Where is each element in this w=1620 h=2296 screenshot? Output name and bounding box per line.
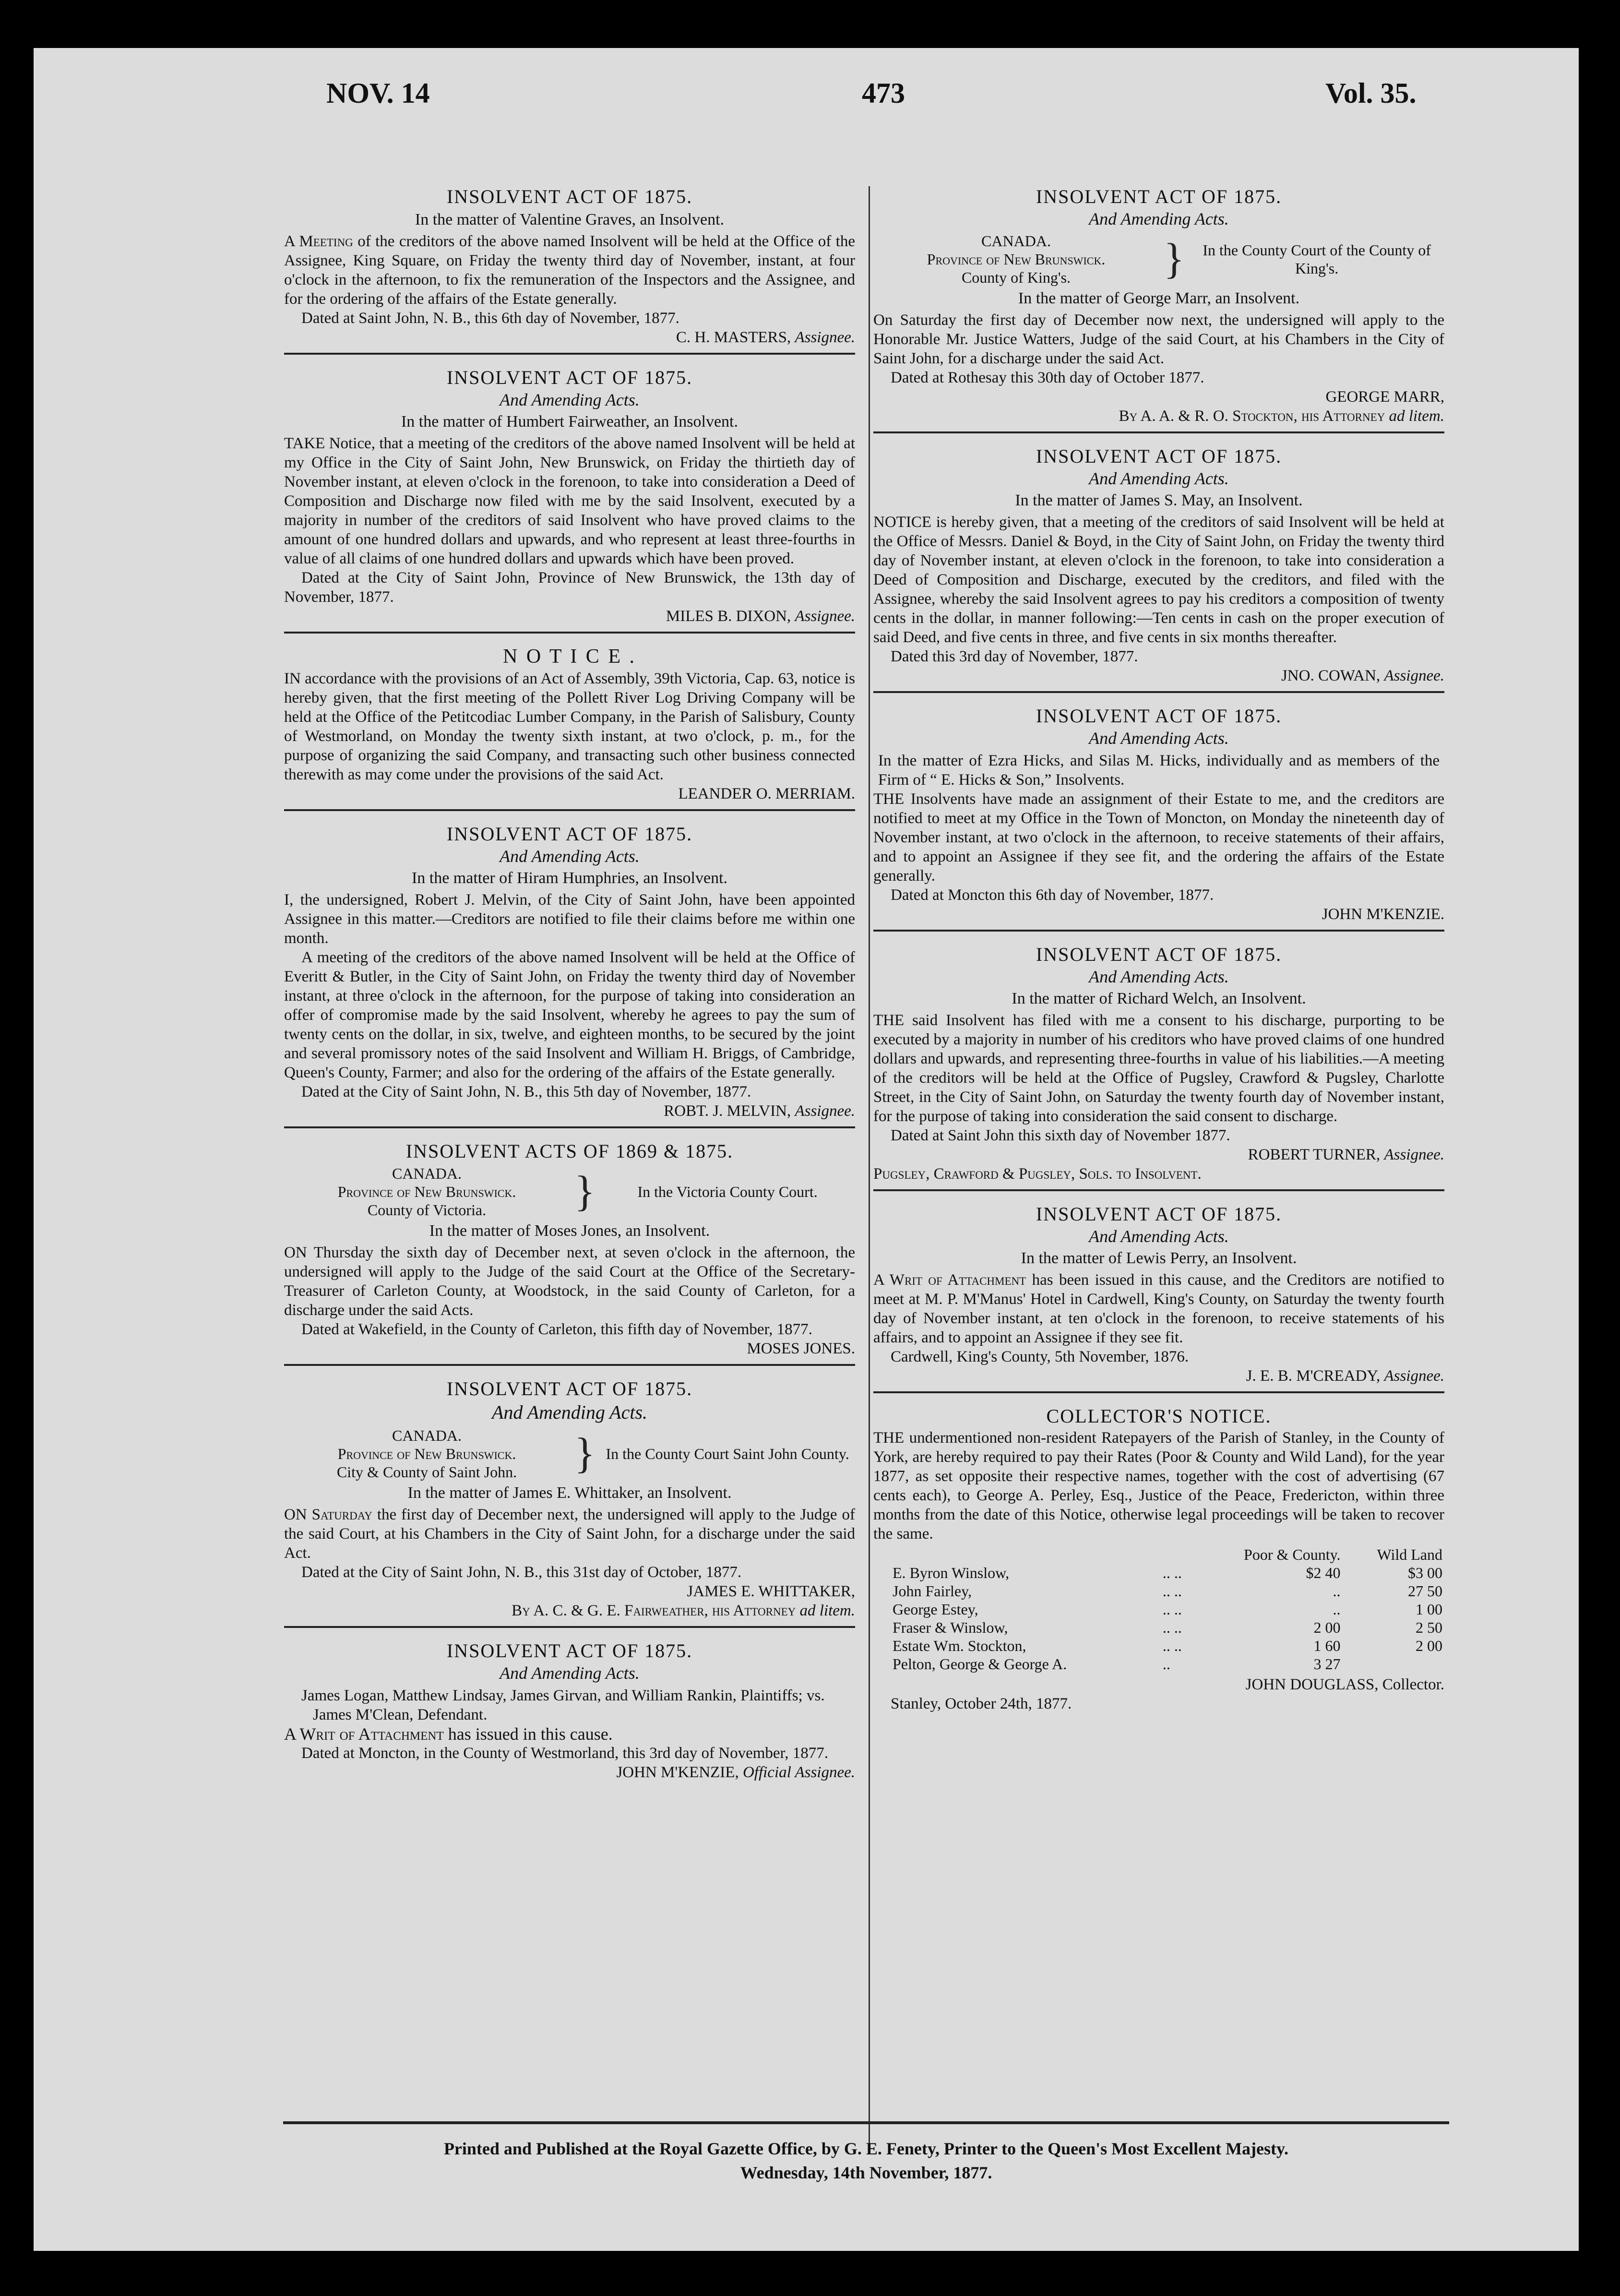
notice-matter: In the matter of Valentine Graves, an Insolvent. xyxy=(415,211,725,228)
notice-hicks xyxy=(873,701,1444,932)
notice-subtitle: And Amending Acts. xyxy=(1089,469,1229,488)
notice-lead: A Meeting xyxy=(284,233,353,250)
notice-body: IN accordance with the provisions of an Act of Assembly, 39th Victoria, Cap. 63, notice is hereby given, that the first meeting of the Pollett River Log Driving Company will be held at the Office of the Petitcodiac Lumber Company, in the Parish of Salisbury, County of Westmorland, on Monday the twenty sixth instant, at two o'clock, p. m., for the purpose of organizing the said Company, and transacting such other business connected therewith as may come under the provisions of the said Act. xyxy=(284,670,855,783)
notice-dated: Cardwell, King's County, 5th November, 1876. xyxy=(891,1348,1189,1365)
notice-body: THE Insolvents have made an assignment of their Estate to me, and the creditors are notified to meet at my Office in the Town of Moncton, on Monday the nineteenth day of November instant, at two o'clock in the afternoon, to receive statements of their affairs, and to appoint an Assignee if they see fit, and the ordering the affairs of the Estate generally. xyxy=(873,790,1444,885)
notice-dated: Dated at Moncton, in the County of Westmorland, this 3rd day of November, 1877. xyxy=(301,1745,828,1762)
notice-hiram-humphries xyxy=(284,819,855,1128)
wild-land-amount xyxy=(1343,1655,1444,1673)
wild-land-amount: 27 50 xyxy=(1408,1582,1442,1600)
notice-title: INSOLVENT ACT OF 1875. xyxy=(446,186,693,207)
court-name: In the County Court Saint John County. xyxy=(606,1445,849,1462)
notice-title: INSOLVENT ACT OF 1875. xyxy=(1036,1203,1282,1225)
notice-matter: In the matter of Moses Jones, an Insolvent. xyxy=(429,1222,710,1240)
notice-body: the first day of December next, the undersigned will apply to the Judge of the said Court, at his Chambers in the City of Saint John, for a discharge under the said Act. xyxy=(284,1506,855,1562)
notice-subtitle: And Amending Acts. xyxy=(1089,209,1229,228)
table-row xyxy=(873,1564,1444,1582)
wild-land-amount: 1 00 xyxy=(1416,1601,1442,1618)
notice-title: N O T I C E . xyxy=(503,646,636,668)
notice-subtitle: And Amending Acts. xyxy=(500,847,640,866)
notice-ad-litem: ad litem. xyxy=(799,1602,855,1619)
notice-subtitle: And Amending Acts. xyxy=(1089,1227,1229,1246)
court-county: City & County of Saint John. xyxy=(336,1463,517,1481)
ratepayer-name: Pelton, George & George A. xyxy=(893,1655,1067,1673)
court-country: CANADA. xyxy=(981,232,1051,250)
footer-date: Wednesday, 14th November, 1877. xyxy=(740,2163,992,2182)
notice-matter: In the matter of James E. Whittaker, an Insolvent. xyxy=(407,1484,732,1502)
notice-signature: ROBT. J. MELVIN, xyxy=(664,1102,791,1120)
leader-dots: .. .. xyxy=(1162,1619,1182,1636)
court-country: CANADA. xyxy=(392,1165,462,1182)
notice-dated: Dated at Saint John, N. B., this 6th day of November, 1877. xyxy=(301,310,679,327)
notice-matter: In the matter of Richard Welch, an Insolvent. xyxy=(1012,990,1306,1007)
notice-dated: Dated at Wakefield, in the County of Carleton, this fifth day of November, 1877. xyxy=(301,1321,812,1338)
notice-defendant: James M'Clean, Defendant. xyxy=(313,1706,488,1723)
notice-subtitle: And Amending Acts. xyxy=(500,390,640,409)
ratepayer-name: John Fairley, xyxy=(893,1582,972,1600)
poor-county-amount: 2 00 xyxy=(1313,1619,1341,1636)
notice-james-mcclean xyxy=(284,1636,855,1788)
court-province: Province of New Brunswick. xyxy=(337,1445,516,1462)
notice-dated: Dated this 3rd day of November, 1877. xyxy=(891,648,1138,665)
leader-dots: .. .. xyxy=(1162,1637,1182,1654)
notice-title: INSOLVENT ACT OF 1875. xyxy=(446,823,693,845)
column-divider xyxy=(869,186,870,2144)
table-row xyxy=(873,1637,1444,1655)
brace-glyph: } xyxy=(574,1168,596,1215)
notice-title: INSOLVENT ACT OF 1875. xyxy=(1036,705,1282,727)
notice-body: has been issued in this cause, and the Creditors are notified to meet at M. P. M'Manus' Hotel in Cardwell, King's County, on Saturday the twenty fourth day of November instant, at ten o'clock in the forenoon, to receive statements of his affairs, and to appoint an Assignee if they see fit. xyxy=(873,1271,1445,1346)
court-country: CANADA. xyxy=(392,1427,462,1444)
notice-role: Assignee. xyxy=(795,1102,855,1120)
poor-county-amount: 3 27 xyxy=(1313,1655,1341,1673)
notice-attorney: By A. C. & G. E. Fairweather, his Attorney xyxy=(512,1602,796,1619)
notice-matter: In the matter of Humbert Fairweather, an Insolvent. xyxy=(401,413,738,430)
notice-matter: In the matter of James S. May, an Insolvent. xyxy=(1015,491,1303,509)
notice-dated: Dated at the City of Saint John, N. B., this 31st day of October, 1877. xyxy=(301,1564,742,1581)
notice-role: Assignee. xyxy=(1384,1146,1444,1163)
leader-dots: .. xyxy=(1162,1655,1170,1673)
notice-parties: James Logan, Matthew Lindsay, James Girvan, and William Rankin, Plaintiffs; vs. xyxy=(301,1687,825,1704)
ratepayer-name: Fraser & Winslow, xyxy=(893,1619,1008,1636)
notice-james-may xyxy=(873,441,1444,693)
notice-matter: In the matter of Lewis Perry, an Insolvent. xyxy=(1021,1249,1297,1267)
notice-dated: Dated at Rothesay this 30th day of October 1877. xyxy=(891,369,1204,386)
wild-land-amount: 2 50 xyxy=(1416,1619,1442,1636)
notice-moses-jones xyxy=(284,1136,855,1366)
notice-richard-welch xyxy=(873,939,1444,1191)
notice-lead: ON Saturday xyxy=(284,1506,372,1523)
notice-body: NOTICE is hereby given, that a meeting of the creditors of said Insolvent will be held at the Office of Messrs. Daniel & Boyd, in the City of Saint John, on Friday the twenty third day of November instant, at eleven o'clock in the forenoon, to take into consideration a Deed of Composition and Discharge, executed by the creditors, and filed with the Assignee, whereby the said Insolvent agrees to pay his creditors a composition of twenty cents in the dollar, in manner following:—Ten cents in cash on the proper execution of said Deed, and five cents in three, and five cents in six months thereafter. xyxy=(873,514,1444,646)
brace-glyph: } xyxy=(1164,235,1185,283)
notice-subtitle: And Amending Acts. xyxy=(1089,967,1229,986)
court-heading xyxy=(873,232,1444,287)
notice-title: INSOLVENT ACT OF 1875. xyxy=(446,367,693,388)
rates-table-header xyxy=(873,1545,1444,1564)
notice-signature: JAMES E. WHITTAKER, xyxy=(687,1583,855,1600)
notice-matter: In the matter of George Marr, an Insolvent. xyxy=(1018,289,1300,307)
notice-body: of the creditors of the above named Insolvent will be held at the Office of the Assignee, King Square, on Friday the twenty third day of November, instant, at four o'clock in the afternoon, to fix the remuneration of the Inspectors and the Assignee, and for the ordering of the affairs of the Estate generally. xyxy=(284,233,855,308)
ratepayer-name: George Estey, xyxy=(893,1601,978,1618)
notice-signature: MOSES JONES. xyxy=(747,1340,855,1357)
notice-pollett-river xyxy=(284,641,855,811)
notice-body: TAKE Notice, that a meeting of the creditors of the above named Insolvent will be held at my Office in the City of Saint John, New Brunswick, on Friday the thirtieth day of November instant, at eleven o'clock in the forenoon, to take into consideration a Deed of Composition and Discharge now filed with me by the said Insolvent, executed by a majority in number of the creditors of said Insolvent who have proved claims to the amount of one hundred dollars and upwards, and who represent at least three-fourths in value of all claims of one hundred dollars and upwards which have been proved. xyxy=(284,435,855,567)
header-page-number: 473 xyxy=(862,77,905,109)
table-row xyxy=(873,1600,1444,1618)
table-row xyxy=(873,1618,1444,1637)
notice-signature: JNO. COWAN, xyxy=(1281,667,1381,684)
notice-dated: Dated at the City of Saint John, N. B., this 5th day of November, 1877. xyxy=(301,1083,751,1100)
court-name: In the County Court of the County of King's. xyxy=(1203,241,1431,277)
notice-ad-litem: ad litem. xyxy=(1389,407,1444,425)
notice-title: INSOLVENT ACTS OF 1869 & 1875. xyxy=(405,1140,734,1162)
court-heading xyxy=(284,1164,855,1219)
poor-county-amount: $2 40 xyxy=(1306,1564,1341,1581)
ratepayer-name: Estate Wm. Stockton, xyxy=(893,1637,1026,1654)
notice-role: Assignee. xyxy=(795,329,855,346)
notice-george-marr xyxy=(873,181,1444,433)
notice-signature: MILES B. DIXON, xyxy=(666,608,791,625)
leader-dots: .. .. xyxy=(1162,1564,1182,1581)
notice-body: ON Thursday the sixth day of December next, at seven o'clock in the afternoon, the undersigned will apply to the Judge of the said Court at the Office of the Secretary-Treasurer of Carleton County, at Woodstock, in the said County of Carleton, for a discharge under the said Acts. xyxy=(284,1244,855,1319)
notice-dated: Dated at the City of Saint John, Province of New Brunswick, the 13th day of November, 1877. xyxy=(284,569,855,606)
notice-signature: LEANDER O. MERRIAM. xyxy=(678,785,855,802)
notice-matter: In the matter of Ezra Hicks, and Silas M. Hicks, individually and as members of the Firm of “ E. Hicks & Son,” Insolvents. xyxy=(878,752,1440,789)
notice-signature: JOHN DOUGLASS, Collector. xyxy=(1245,1676,1444,1693)
notice-attorney: By A. A. & R. O. Stockton, his Attorney xyxy=(1119,407,1385,425)
table-row xyxy=(873,1582,1444,1600)
notice-title: INSOLVENT ACT OF 1875. xyxy=(446,1640,693,1662)
footer-imprint: Printed and Published at the Royal Gazette Office, by G. E. Fenety, Printer to the Queen's Most Excellent Majesty. xyxy=(443,2139,1289,2158)
table-row xyxy=(873,1655,1444,1673)
brace-glyph: } xyxy=(574,1430,596,1477)
notice-title: INSOLVENT ACT OF 1875. xyxy=(1036,445,1282,467)
poor-county-amount: .. xyxy=(1333,1582,1341,1600)
poor-county-amount: 1 60 xyxy=(1313,1637,1341,1654)
wild-land-amount: $3 00 xyxy=(1408,1564,1442,1581)
notice-solicitors: Pugsley, Crawford & Pugsley, Sols. to Insolvent. xyxy=(873,1165,1202,1183)
notice-signature: JOHN M'KENZIE, xyxy=(616,1764,739,1781)
court-county: County of King's. xyxy=(961,269,1071,286)
notice-role: Assignee. xyxy=(1384,1367,1444,1385)
notice-signature: JOHN M'KENZIE. xyxy=(1322,906,1444,923)
col-wild-land: Wild Land xyxy=(1377,1546,1442,1563)
poor-county-amount: .. xyxy=(1333,1601,1341,1618)
notice-subtitle: And Amending Acts. xyxy=(1089,729,1229,748)
court-county: County of Victoria. xyxy=(367,1201,487,1219)
notice-dated: Dated at Saint John this sixth day of November 1877. xyxy=(891,1127,1230,1144)
court-name: In the Victoria County Court. xyxy=(637,1183,818,1200)
notice-body: THE said Insolvent has filed with me a consent to his discharge, purporting to be executed by a majority in number of his creditors who have proved claims of one hundred dollars and upwards, and representing three-fourths in value of his liabilities.—A meeting of the creditors will be held at the Office of Pugsley, Crawford & Pugsley, Charlotte Street, in the City of Saint John, on Saturday the twenty fourth day of November instant, for the purpose of taking into consideration the said consent to discharge. xyxy=(873,1012,1444,1125)
notice-role: Assignee. xyxy=(795,608,855,625)
notice-signature: ROBERT TURNER, xyxy=(1248,1146,1381,1163)
right-column xyxy=(873,181,1444,1727)
notice-signature: GEORGE MARR, xyxy=(1325,388,1444,406)
notice-title: COLLECTOR'S NOTICE. xyxy=(1046,1405,1272,1427)
notice-lead: A Writ of Attachment xyxy=(284,1724,444,1744)
court-heading xyxy=(284,1426,855,1481)
notice-dated: Stanley, October 24th, 1877. xyxy=(891,1695,1072,1712)
notice-valentine-graves xyxy=(284,181,855,355)
notice-title: INSOLVENT ACT OF 1875. xyxy=(1036,944,1282,965)
notice-body: A meeting of the creditors of the above named Insolvent will be held at the Office of Everitt & Butler, in the City of Saint John, on Friday the twenty third day of November instant, at three o'clock in the afternoon, for the purpose of taking into consideration an offer of compromise made by the said Insolvent, whereby he agrees to pay the sum of twenty cents on the dollar, in six, twelve, and eighteen months, to be secured by the joint and several promissory notes of the said Insolvent and William H. Briggs, of Cambridge, Queen's County, Farmer; and also for the ordering of the affairs of the Estate generally. xyxy=(284,949,855,1081)
notice-subtitle: And Amending Acts. xyxy=(491,1401,648,1423)
notice-lead: A Writ of Attachment xyxy=(873,1271,1026,1289)
wild-land-amount: 2 00 xyxy=(1416,1637,1442,1654)
notice-role: Official Assignee. xyxy=(742,1764,855,1781)
rates-table xyxy=(873,1545,1444,1673)
footer-rule xyxy=(283,2121,1449,2124)
col-poor-county: Poor & County. xyxy=(1244,1546,1341,1563)
notice-title: INSOLVENT ACT OF 1875. xyxy=(446,1378,693,1399)
notice-humbert-fairweather xyxy=(284,362,855,634)
leader-dots: .. .. xyxy=(1162,1582,1182,1600)
header-date: NOV. 14 xyxy=(326,77,430,109)
notice-signature: J. E. B. M'CREADY, xyxy=(1246,1367,1381,1385)
ratepayer-name: E. Byron Winslow, xyxy=(893,1564,1010,1581)
notice-body: I, the undersigned, Robert J. Melvin, of the City of Saint John, have been appointed Assignee in this matter.—Creditors are notified to file their claims before me within one month. xyxy=(284,891,855,947)
header-volume: Vol. 35. xyxy=(1325,77,1417,109)
notice-lewis-perry xyxy=(873,1199,1444,1393)
notice-subtitle: And Amending Acts. xyxy=(500,1663,640,1683)
notice-title: INSOLVENT ACT OF 1875. xyxy=(1036,186,1282,207)
notice-role: Assignee. xyxy=(1384,667,1444,684)
notice-collector xyxy=(873,1401,1444,1719)
notice-matter: In the matter of Hiram Humphries, an Insolvent. xyxy=(411,869,728,887)
notice-body: has issued in this cause. xyxy=(443,1724,613,1744)
leader-dots: .. .. xyxy=(1162,1601,1182,1618)
notice-body: THE undermentioned non-resident Ratepayers of the Parish of Stanley, in the County of York, are hereby required to pay their Rates (Poor & County and Wild Land), for the year 1877, as set opposite their respective names, together with the cost of advertising (67 cents each), to George A. Perley, Esq., Justice of the Peace, Fredericton, within three months from the date of this Notice, otherwise legal proceedings will be taken to recover the same. xyxy=(873,1429,1444,1543)
notice-james-whittaker xyxy=(284,1374,855,1628)
notice-body: On Saturday the first day of December now next, the undersigned will apply to the Honorable Mr. Justice Watters, Judge of the said Court, at his Chambers in the City of Saint John, for a discharge under the said Act. xyxy=(873,311,1444,367)
left-column xyxy=(284,181,855,1795)
notice-dated: Dated at Moncton this 6th day of November, 1877. xyxy=(891,886,1214,904)
notice-signature: C. H. MASTERS, xyxy=(676,329,791,346)
court-province: Province of New Brunswick. xyxy=(337,1183,516,1200)
court-province: Province of New Brunswick. xyxy=(927,251,1106,268)
